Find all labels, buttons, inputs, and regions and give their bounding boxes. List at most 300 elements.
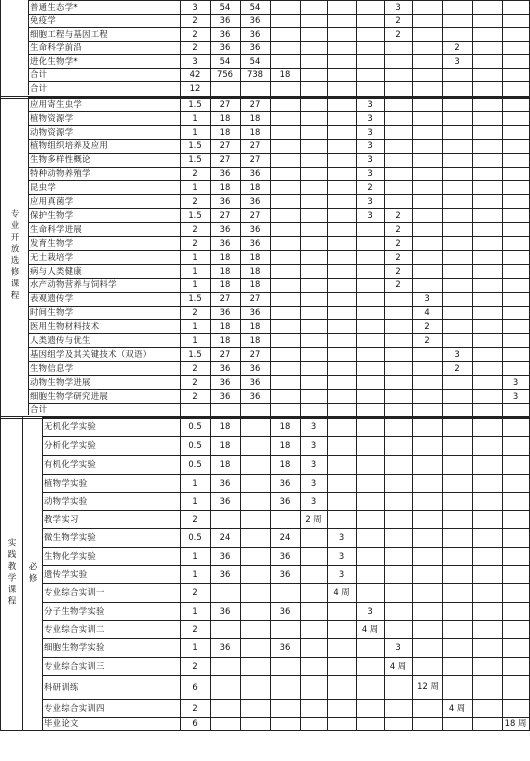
total-hours: 36 (219, 307, 231, 318)
semester-hours (442, 565, 472, 583)
course-name: 生命科学进展 (30, 223, 83, 234)
semester-hours (472, 389, 502, 403)
course-name: 合计 (30, 69, 48, 80)
semester-hours (412, 657, 442, 675)
total-hours: 36 (219, 477, 231, 488)
credits: 2 (192, 376, 198, 387)
semester-hours (502, 474, 529, 492)
credits: 2 (192, 362, 198, 373)
semester-hours: 3 (367, 605, 373, 616)
semester-hours (327, 41, 356, 55)
semester-hours (472, 547, 502, 565)
course-name: 免疫学 (30, 15, 57, 26)
lecture-hours: 36 (249, 307, 261, 318)
course-name: 专业综合实训一 (44, 587, 105, 598)
lecture-hours (240, 436, 270, 455)
lecture-hours: 36 (249, 196, 261, 207)
semester-hours (412, 638, 442, 657)
credits: 6 (192, 681, 198, 692)
course-name: 无机化学实验 (44, 421, 97, 432)
semester-hours (412, 194, 442, 208)
grid-line (327, 0, 328, 731)
credits: 0.5 (188, 421, 202, 432)
semester-hours (412, 0, 442, 14)
semester-hours (472, 583, 502, 602)
lecture-hours: 18 (249, 335, 261, 346)
course-name: 细胞生物学研究进展 (30, 390, 109, 401)
semester-hours (412, 97, 442, 111)
section-label (0, 417, 22, 730)
lecture-hours: 18 (249, 251, 261, 262)
semester-hours (412, 264, 442, 278)
semester-hours (300, 675, 327, 699)
lecture-hours: 27 (249, 154, 261, 165)
semester-hours (502, 319, 529, 333)
course-name: 植物组织培养及应用 (30, 140, 109, 151)
total-hours: 36 (219, 495, 231, 506)
semester-hours (502, 565, 529, 583)
lab-hours (270, 717, 300, 730)
lecture-hours: 36 (249, 237, 261, 248)
total-hours: 36 (219, 550, 231, 561)
course-name: 细胞生物学实验 (44, 642, 105, 653)
semester-hours: 4 周 (361, 623, 379, 634)
lecture-hours: 18 (249, 265, 261, 276)
semester-hours (502, 455, 529, 474)
lecture-hours: 36 (249, 223, 261, 234)
semester-hours (472, 180, 502, 194)
semester-hours (442, 717, 472, 730)
semester-hours: 2 (424, 335, 430, 346)
semester-hours (300, 222, 327, 236)
course-name: 特种动物养殖学 (30, 168, 91, 179)
lecture-hours (240, 492, 270, 510)
total-hours: 27 (219, 154, 231, 165)
semester-hours: 2 (395, 265, 401, 276)
course-name: 生物多样性概论 (30, 154, 91, 165)
total-hours: 27 (219, 140, 231, 151)
semester-hours (384, 125, 412, 139)
grid-line (412, 0, 413, 731)
semester-hours: 3 (454, 348, 460, 359)
grid-line (42, 436, 530, 437)
semester-hours (327, 68, 356, 82)
credits: 1 (192, 335, 198, 346)
section-sublabel (22, 417, 42, 730)
semester-hours (442, 97, 472, 111)
semester-hours (327, 153, 356, 167)
semester-hours (502, 14, 529, 28)
semester-hours (300, 565, 327, 583)
total-hours: 36 (219, 42, 231, 53)
semester-hours (356, 492, 384, 510)
semester-hours (412, 717, 442, 730)
semester-hours: 3 (367, 112, 373, 123)
semester-hours (472, 306, 502, 320)
semester-hours (356, 68, 384, 82)
semester-hours (300, 319, 327, 333)
credits: 1 (192, 550, 198, 561)
semester-hours (472, 510, 502, 528)
semester-hours (384, 699, 412, 717)
total-hours (210, 675, 240, 699)
semester-hours (502, 528, 529, 547)
semester-hours (502, 333, 529, 347)
lab-hours (270, 583, 300, 602)
credits: 2 (192, 702, 198, 713)
semester-hours (472, 657, 502, 675)
lecture-hours: 36 (249, 362, 261, 373)
section-label (0, 97, 28, 415)
semester-hours (412, 41, 442, 55)
semester-hours (356, 547, 384, 565)
semester-hours (384, 194, 412, 208)
semester-hours (502, 436, 529, 455)
section-sublabel-text: 必修 (27, 561, 37, 585)
course-name: 进化生物学* (30, 55, 78, 66)
semester-hours (356, 474, 384, 492)
semester-hours (502, 264, 529, 278)
course-name: 分析化学实验 (44, 440, 97, 451)
semester-hours (472, 167, 502, 181)
grid-line (28, 54, 530, 55)
semester-hours (412, 492, 442, 510)
semester-hours (327, 180, 356, 194)
total-hours: 36 (219, 223, 231, 234)
credits: 2 (192, 307, 198, 318)
semester-hours (502, 306, 529, 320)
credits: 1 (192, 279, 198, 290)
lecture-hours: 54 (249, 55, 261, 66)
semester-hours (384, 139, 412, 153)
semester-hours (472, 675, 502, 699)
total-hours (210, 583, 240, 602)
lab-hours: 18 (279, 440, 291, 451)
semester-hours (502, 125, 529, 139)
semester-hours (412, 455, 442, 474)
total-hours: 36 (219, 568, 231, 579)
lab-hours (270, 41, 300, 55)
semester-hours (384, 361, 412, 375)
semester-hours: 3 (367, 209, 373, 220)
credits: 1 (192, 495, 198, 506)
semester-hours: 18 周 (504, 718, 527, 729)
grid-line (0, 98, 530, 99)
total-hours: 18 (219, 459, 231, 470)
semester-hours (300, 97, 327, 111)
semester-hours (442, 389, 472, 403)
lecture-hours: 18 (249, 321, 261, 332)
credits: 2 (192, 513, 198, 524)
grid-line (28, 319, 530, 320)
lab-hours (270, 510, 300, 528)
semester-hours (412, 125, 442, 139)
course-name: 基因组学及其关键技术（双语） (30, 348, 152, 359)
semester-hours (412, 236, 442, 250)
credits: 0.5 (188, 532, 202, 543)
course-name: 植物学实验 (44, 477, 88, 488)
total-hours: 36 (219, 28, 231, 39)
semester-hours: 2 (454, 42, 460, 53)
course-name: 生命科学前沿 (30, 42, 83, 53)
semester-hours: 12 周 (417, 681, 439, 692)
semester-hours (384, 492, 412, 510)
credits: 1 (192, 605, 198, 616)
semester-hours (442, 264, 472, 278)
semester-hours (442, 236, 472, 250)
semester-hours (502, 292, 529, 306)
semester-hours (384, 347, 412, 361)
semester-hours (327, 292, 356, 306)
total-hours (210, 620, 240, 638)
grid-line (28, 236, 530, 237)
semester-hours (327, 474, 356, 492)
semester-hours (442, 194, 472, 208)
total-hours: 36 (219, 390, 231, 401)
total-hours (210, 510, 240, 528)
semester-hours (472, 347, 502, 361)
semester-hours (384, 528, 412, 547)
credits: 1.5 (188, 348, 202, 359)
semester-hours (472, 417, 502, 436)
grid-line (42, 699, 530, 700)
semester-hours (327, 638, 356, 657)
credits: 1.5 (188, 209, 202, 220)
grid-line (28, 222, 530, 223)
semester-hours (472, 194, 502, 208)
grid-line (42, 717, 530, 718)
credits: 2 (192, 223, 198, 234)
semester-hours (356, 333, 384, 347)
semester-hours (327, 97, 356, 111)
grid-line (28, 361, 530, 362)
semester-hours (502, 583, 529, 602)
lecture-hours: 27 (249, 98, 261, 109)
grid-line (42, 474, 530, 475)
grid-line (42, 638, 530, 639)
semester-hours: 3 (424, 293, 430, 304)
semester-hours (442, 68, 472, 82)
lecture-hours: 36 (249, 15, 261, 26)
semester-hours (412, 528, 442, 547)
semester-hours (356, 361, 384, 375)
grid-line (42, 620, 530, 621)
semester-hours (300, 620, 327, 638)
semester-hours (502, 347, 529, 361)
semester-hours: 3 (395, 642, 401, 653)
semester-hours (442, 510, 472, 528)
semester-hours (356, 41, 384, 55)
grid-line (28, 278, 530, 279)
semester-hours: 3 (367, 98, 373, 109)
lab-hours (270, 54, 300, 68)
semester-hours (300, 278, 327, 292)
semester-hours (384, 375, 412, 389)
semester-hours (442, 375, 472, 389)
semester-hours (384, 547, 412, 565)
semester-hours (327, 54, 356, 68)
semester-hours (472, 319, 502, 333)
semester-hours (502, 699, 529, 717)
semester-hours (442, 167, 472, 181)
semester-hours (472, 699, 502, 717)
semester-hours (412, 180, 442, 194)
semester-hours (472, 264, 502, 278)
total-hours: 36 (219, 168, 231, 179)
grid-line (384, 0, 385, 731)
semester-hours (327, 620, 356, 638)
semester-hours: 3 (338, 532, 345, 543)
semester-hours (356, 675, 384, 699)
semester-hours (327, 222, 356, 236)
total-hours: 27 (219, 293, 231, 304)
lab-hours: 36 (279, 477, 291, 488)
total-hours: 36 (219, 237, 231, 248)
semester-hours: 2 (395, 237, 401, 248)
section-total-credits: 12 (189, 82, 201, 93)
semester-hours (327, 436, 356, 455)
semester-hours (384, 306, 412, 320)
semester-hours (327, 125, 356, 139)
course-name: 发育生物学 (30, 237, 74, 248)
semester-hours (356, 222, 384, 236)
lecture-hours (240, 565, 270, 583)
semester-hours (327, 236, 356, 250)
course-name: 动物资源学 (30, 126, 74, 137)
semester-hours (300, 583, 327, 602)
semester-hours (327, 510, 356, 528)
semester-hours (327, 389, 356, 403)
lecture-hours (240, 547, 270, 565)
semester-hours (502, 602, 529, 620)
grid-line (28, 306, 530, 307)
section-total-label: 合计 (30, 82, 48, 93)
section-label-text: 实践教学课程 (6, 538, 16, 609)
total-hours: 18 (219, 279, 231, 290)
semester-hours (502, 250, 529, 264)
semester-hours (300, 528, 327, 547)
grid-line (28, 208, 530, 209)
grid-line (28, 264, 530, 265)
semester-hours (472, 0, 502, 14)
semester-hours (472, 717, 502, 730)
semester-hours (300, 333, 327, 347)
semester-hours (384, 436, 412, 455)
semester-hours (300, 250, 327, 264)
course-name: 保护生物学 (30, 209, 74, 220)
semester-hours (300, 717, 327, 730)
semester-hours (472, 41, 502, 55)
credits: 0.5 (188, 459, 202, 470)
course-name: 分子生物学实验 (44, 605, 105, 616)
semester-hours (356, 292, 384, 306)
semester-hours: 3 (310, 477, 317, 488)
total-hours: 18 (219, 112, 231, 123)
semester-hours (300, 68, 327, 82)
semester-hours (300, 139, 327, 153)
total-hours: 36 (219, 15, 231, 26)
semester-hours (412, 139, 442, 153)
semester-hours: 3 (338, 550, 345, 561)
semester-hours (442, 27, 472, 41)
semester-hours (300, 54, 327, 68)
course-name: 专业综合实训三 (44, 660, 105, 671)
semester-hours (472, 565, 502, 583)
lab-hours (270, 620, 300, 638)
semester-hours (412, 565, 442, 583)
grid-line (42, 510, 530, 511)
semester-hours (472, 436, 502, 455)
semester-hours (327, 602, 356, 620)
total-hours: 18 (219, 182, 231, 193)
lecture-hours (240, 528, 270, 547)
semester-hours (502, 180, 529, 194)
semester-hours (442, 14, 472, 28)
semester-hours (442, 139, 472, 153)
semester-hours (327, 361, 356, 375)
credits: 2 (192, 390, 198, 401)
semester-hours (442, 250, 472, 264)
credits: 1 (192, 126, 198, 137)
course-name: 水产动物营养与饲料学 (30, 279, 117, 290)
grid-line (42, 583, 530, 584)
course-name: 应用真菌学 (30, 196, 74, 207)
semester-hours (300, 153, 327, 167)
credits: 6 (192, 718, 198, 729)
semester-hours (412, 699, 442, 717)
semester-hours (300, 41, 327, 55)
semester-hours (442, 153, 472, 167)
semester-hours (356, 565, 384, 583)
semester-hours (300, 638, 327, 657)
semester-hours (412, 620, 442, 638)
semester-hours (472, 638, 502, 657)
grid-line (28, 167, 530, 168)
semester-hours (356, 27, 384, 41)
grid-line (356, 0, 357, 731)
semester-hours (472, 361, 502, 375)
lecture-hours: 36 (249, 42, 261, 53)
grid-line (28, 14, 530, 15)
lab-hours (270, 657, 300, 675)
semester-hours (384, 292, 412, 306)
semester-hours (300, 361, 327, 375)
semester-hours (412, 510, 442, 528)
semester-hours (327, 14, 356, 28)
credits: 1 (192, 251, 198, 262)
grid-line (0, 730, 530, 731)
grid-line (42, 528, 530, 529)
semester-hours (502, 417, 529, 436)
semester-hours (442, 675, 472, 699)
semester-hours (384, 602, 412, 620)
semester-hours (327, 699, 356, 717)
credits: 2 (192, 168, 198, 179)
total-hours: 54 (219, 55, 231, 66)
grid-line (28, 180, 530, 181)
total-hours: 27 (219, 209, 231, 220)
semester-hours (472, 153, 502, 167)
semester-hours (384, 333, 412, 347)
credits: 0.5 (188, 440, 202, 451)
grid-line (42, 547, 530, 548)
semester-hours (472, 222, 502, 236)
grid-line (22, 417, 23, 730)
course-name: 医用生物材料技术 (30, 321, 100, 332)
semester-hours (412, 27, 442, 41)
grid-line (42, 417, 43, 730)
semester-hours (300, 208, 327, 222)
